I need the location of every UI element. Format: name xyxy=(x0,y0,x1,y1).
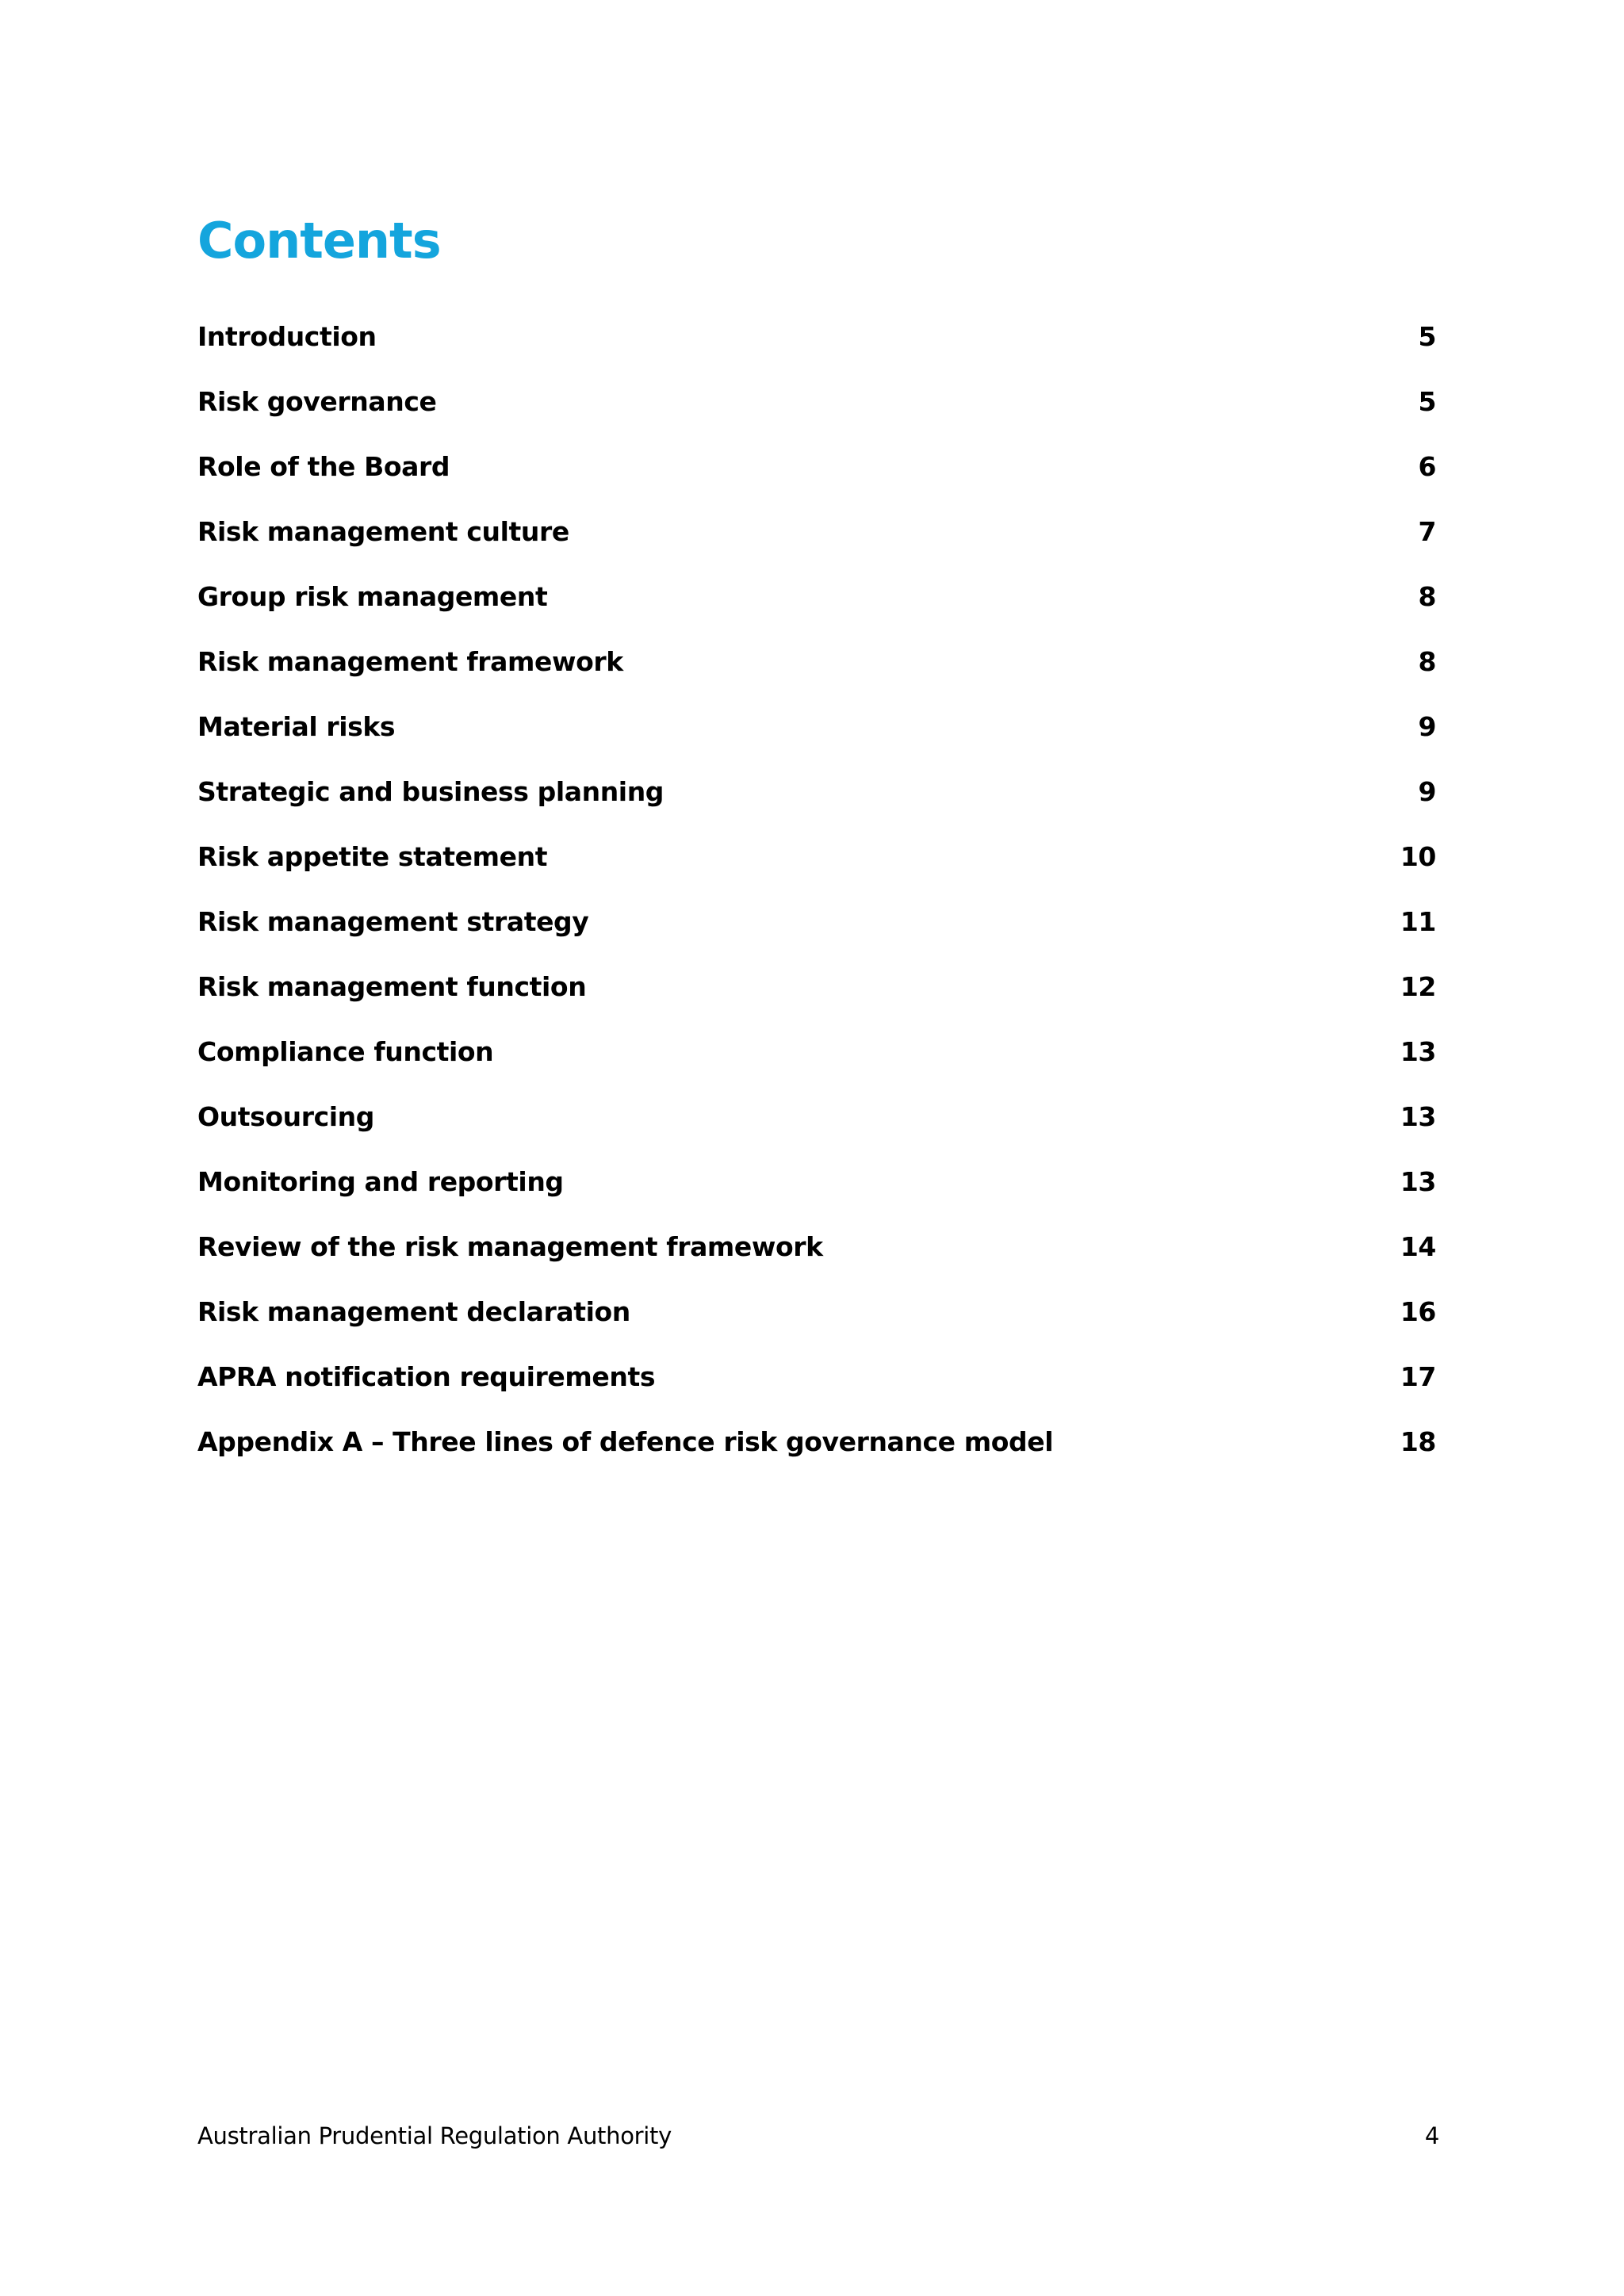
table-of-contents xyxy=(197,317,1436,1487)
toc-entry-page: 10 xyxy=(1400,841,1436,872)
toc-entry[interactable] xyxy=(197,902,1436,967)
toc-entry-title: APRA notification requirements xyxy=(197,1361,656,1392)
toc-entry-title: Introduction xyxy=(197,321,377,352)
toc-entry[interactable] xyxy=(197,317,1436,382)
toc-entry-title: Role of the Board xyxy=(197,451,450,482)
toc-entry-page: 13 xyxy=(1400,1036,1436,1067)
toc-entry-title: Material risks xyxy=(197,711,396,742)
toc-entry-title: Risk management function xyxy=(197,971,587,1002)
toc-entry-title: Group risk management xyxy=(197,581,548,612)
toc-entry-title: Risk governance xyxy=(197,386,437,417)
toc-entry[interactable] xyxy=(197,642,1436,707)
toc-entry-page: 5 xyxy=(1418,386,1436,417)
toc-entry-title: Strategic and business planning xyxy=(197,776,665,807)
toc-entry-title: Risk management strategy xyxy=(197,906,589,937)
toc-entry[interactable] xyxy=(197,707,1436,772)
toc-entry-page: 17 xyxy=(1400,1361,1436,1392)
toc-entry[interactable] xyxy=(197,1422,1436,1487)
toc-entry-title: Risk management declaration xyxy=(197,1296,630,1327)
toc-entry-page: 18 xyxy=(1400,1426,1436,1457)
toc-entry-title: Appendix A – Three lines of defence risk governance model xyxy=(197,1426,1054,1457)
toc-entry-page: 13 xyxy=(1400,1166,1436,1197)
toc-entry-title: Risk appetite statement xyxy=(197,841,548,872)
toc-entry-page: 9 xyxy=(1418,776,1436,807)
toc-entry-title: Risk management culture xyxy=(197,516,569,547)
toc-entry-page: 8 xyxy=(1418,581,1436,612)
page-footer xyxy=(197,2120,1439,2152)
footer-page-number: 4 xyxy=(1424,2122,1439,2149)
toc-entry-page: 5 xyxy=(1418,321,1436,352)
toc-entry[interactable] xyxy=(197,1357,1436,1422)
toc-entry[interactable] xyxy=(197,837,1436,902)
toc-entry-title: Outsourcing xyxy=(197,1101,374,1132)
footer-organisation: Australian Prudential Regulation Authority xyxy=(197,2122,672,2149)
toc-entry-page: 16 xyxy=(1400,1296,1436,1327)
toc-entry[interactable] xyxy=(197,1292,1436,1357)
toc-entry-page: 13 xyxy=(1400,1101,1436,1132)
toc-entry[interactable] xyxy=(197,1227,1436,1292)
toc-entry-page: 7 xyxy=(1418,516,1436,547)
toc-entry[interactable] xyxy=(197,577,1436,642)
toc-entry[interactable] xyxy=(197,772,1436,837)
toc-entry-page: 14 xyxy=(1400,1231,1436,1262)
toc-entry[interactable] xyxy=(197,1097,1436,1162)
toc-entry-title: Risk management framework xyxy=(197,646,623,677)
toc-entry-page: 8 xyxy=(1418,646,1436,677)
toc-entry-page: 11 xyxy=(1400,906,1436,937)
contents-heading: Contents xyxy=(197,212,441,270)
toc-entry[interactable] xyxy=(197,1162,1436,1227)
toc-entry-title: Monitoring and reporting xyxy=(197,1166,564,1197)
toc-entry-page: 6 xyxy=(1418,451,1436,482)
toc-entry[interactable] xyxy=(197,967,1436,1032)
toc-entry[interactable] xyxy=(197,382,1436,447)
toc-entry-title: Review of the risk management framework xyxy=(197,1231,823,1262)
toc-entry[interactable] xyxy=(197,447,1436,512)
toc-entry-page: 9 xyxy=(1418,711,1436,742)
toc-entry-page: 12 xyxy=(1400,971,1436,1002)
toc-entry[interactable] xyxy=(197,1032,1436,1097)
toc-entry-title: Compliance function xyxy=(197,1036,494,1067)
toc-entry[interactable] xyxy=(197,512,1436,577)
